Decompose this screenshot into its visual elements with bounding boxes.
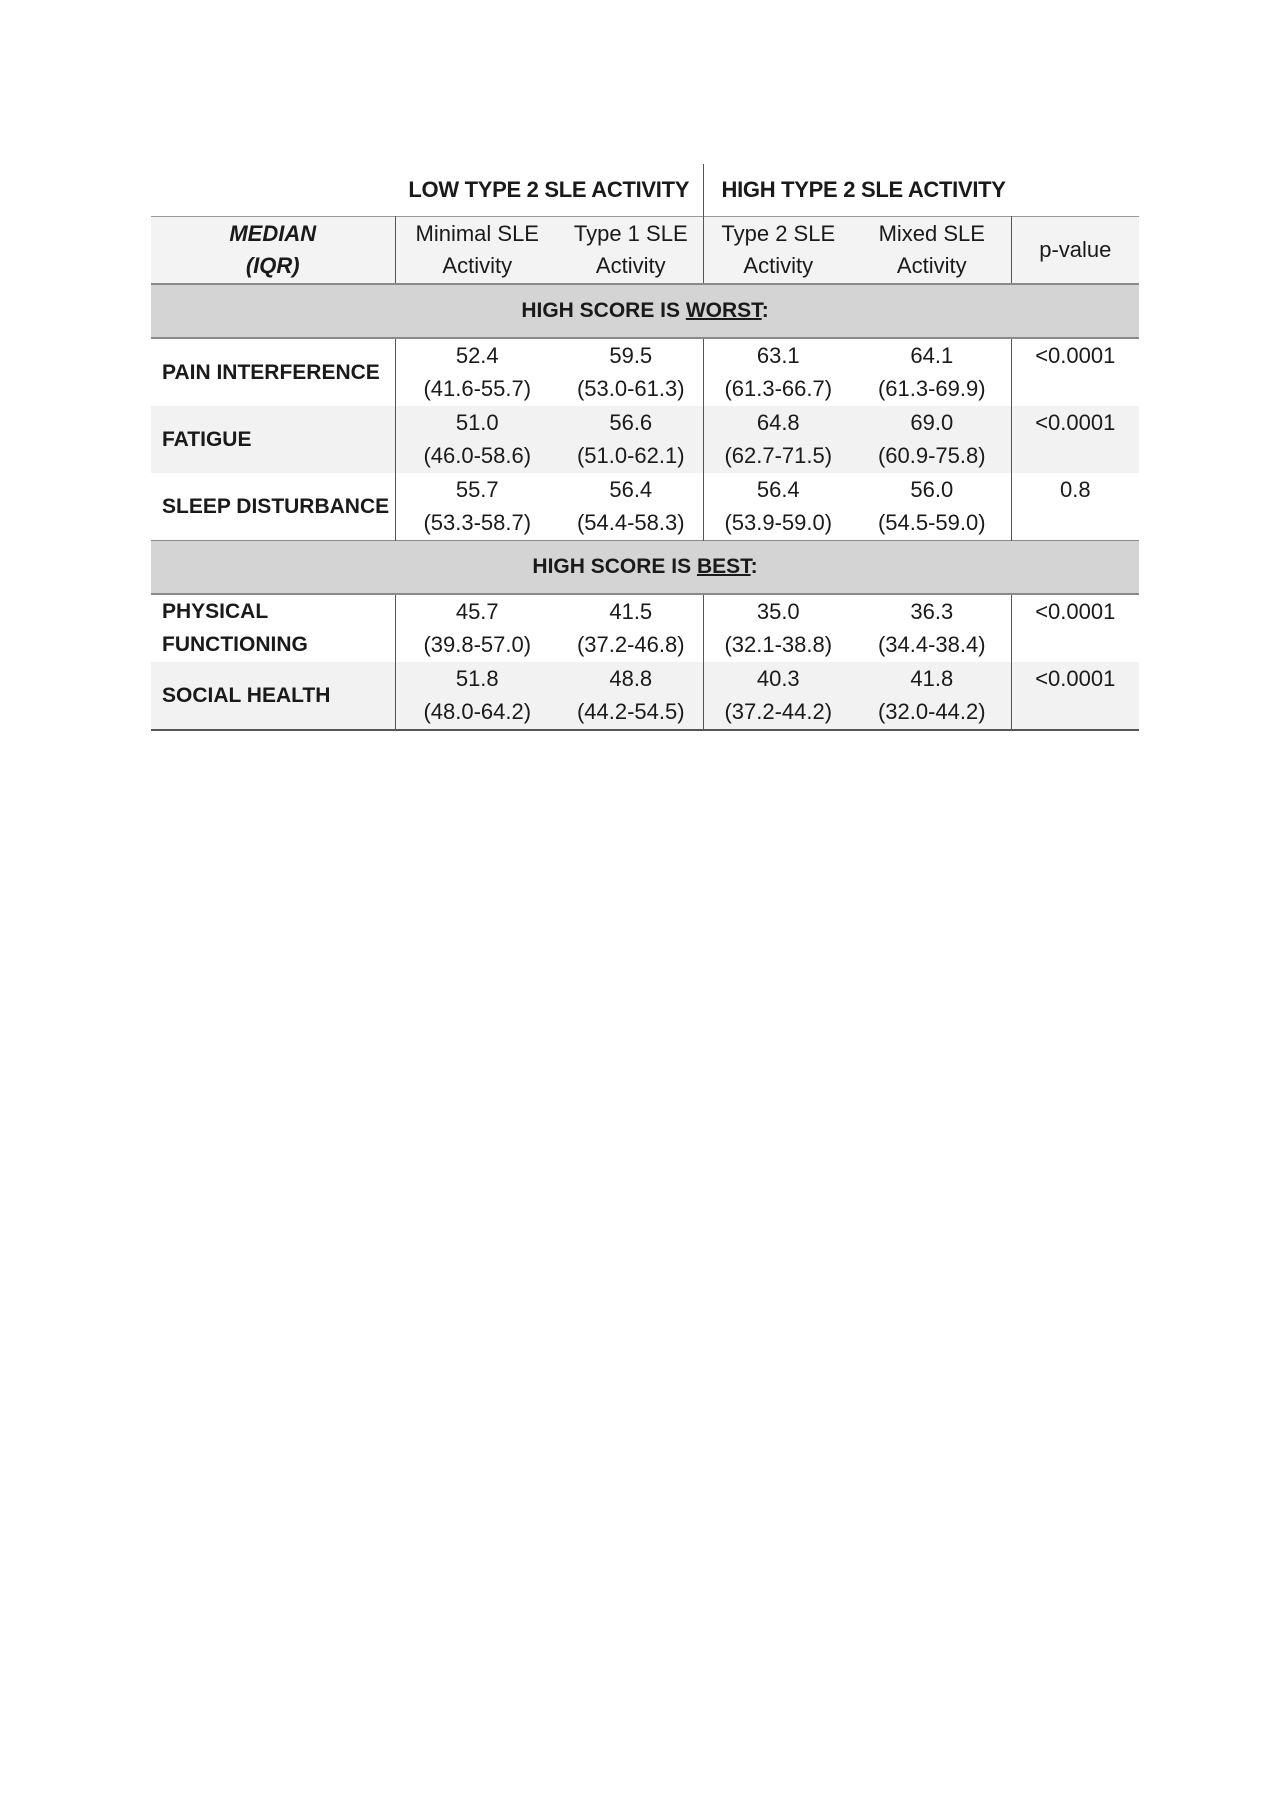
iqr-value: (61.3-66.7) bbox=[724, 376, 833, 401]
cell-pvalue: 0.8 bbox=[1011, 473, 1139, 541]
section-best-prefix: HIGH SCORE IS bbox=[532, 555, 697, 578]
cell-type2 bbox=[703, 662, 853, 730]
median-value: 63.1 bbox=[756, 343, 800, 368]
iqr-label: (IQR) bbox=[245, 253, 300, 278]
cell-pvalue: <0.0001 bbox=[1011, 338, 1139, 406]
median-value: 45.7 bbox=[455, 599, 499, 624]
median-value: 56.4 bbox=[756, 477, 800, 502]
median-value: 35.0 bbox=[756, 599, 800, 624]
iqr-value: (37.2-44.2) bbox=[724, 699, 833, 724]
table-row bbox=[151, 338, 1139, 406]
median-value: 55.7 bbox=[455, 477, 499, 502]
section-worst-suffix: : bbox=[761, 299, 769, 322]
cell-type1 bbox=[559, 594, 703, 662]
median-value: 56.0 bbox=[910, 477, 954, 502]
section-best-emph: BEST bbox=[696, 555, 751, 578]
iqr-value: (54.4-58.3) bbox=[576, 510, 685, 535]
cell-type1 bbox=[559, 406, 703, 473]
iqr-value: (46.0-58.6) bbox=[423, 443, 532, 468]
col-type1-line2: Activity bbox=[595, 253, 666, 278]
table-row bbox=[151, 594, 1139, 662]
iqr-value: (53.9-59.0) bbox=[724, 510, 833, 535]
median-value: 41.8 bbox=[910, 666, 954, 691]
cell-type2 bbox=[703, 594, 853, 662]
iqr-value: (44.2-54.5) bbox=[576, 699, 685, 724]
cell-minimal bbox=[395, 473, 559, 541]
median-value: 56.6 bbox=[609, 410, 653, 435]
cell-type2 bbox=[703, 406, 853, 473]
row-label-line2: FUNCTIONING bbox=[162, 633, 308, 656]
results-table bbox=[151, 164, 1139, 731]
cell-mixed bbox=[853, 662, 1011, 730]
col-mixed-line2: Activity bbox=[896, 253, 967, 278]
group-header-blank bbox=[151, 164, 395, 217]
median-value: 41.5 bbox=[609, 599, 653, 624]
section-worst-row bbox=[151, 284, 1139, 338]
median-iqr-header bbox=[151, 217, 395, 285]
cell-type2 bbox=[703, 473, 853, 541]
iqr-value: (48.0-64.2) bbox=[423, 699, 532, 724]
iqr-value: (53.3-58.7) bbox=[423, 510, 532, 535]
iqr-value: (60.9-75.8) bbox=[877, 443, 986, 468]
col-mixed-header bbox=[853, 217, 1011, 285]
iqr-value: (61.3-69.9) bbox=[877, 376, 986, 401]
row-label: SLEEP DISTURBANCE bbox=[151, 473, 395, 541]
cell-mixed bbox=[853, 338, 1011, 406]
median-value: 51.8 bbox=[455, 666, 499, 691]
iqr-value: (32.1-38.8) bbox=[724, 632, 833, 657]
median-value: 56.4 bbox=[609, 477, 653, 502]
cell-type1 bbox=[559, 662, 703, 730]
median-value: 40.3 bbox=[756, 666, 800, 691]
col-mixed-line1: Mixed SLE bbox=[878, 221, 985, 246]
iqr-value: (62.7-71.5) bbox=[724, 443, 833, 468]
results-table-container bbox=[151, 164, 1139, 731]
cell-mixed bbox=[853, 594, 1011, 662]
cell-pvalue: <0.0001 bbox=[1011, 662, 1139, 730]
section-best-label bbox=[151, 541, 1139, 595]
col-type2-header bbox=[703, 217, 853, 285]
iqr-value: (51.0-62.1) bbox=[576, 443, 685, 468]
cell-mixed bbox=[853, 473, 1011, 541]
col-type2-line2: Activity bbox=[743, 253, 814, 278]
table-row bbox=[151, 473, 1139, 541]
median-value: 69.0 bbox=[910, 410, 954, 435]
section-worst-emph: WORST bbox=[685, 299, 762, 322]
median-value: 59.5 bbox=[609, 343, 653, 368]
pvalue-header: p-value bbox=[1011, 217, 1139, 285]
iqr-value: (54.5-59.0) bbox=[877, 510, 986, 535]
row-label-line1: PHYSICAL bbox=[162, 600, 269, 623]
row-label: FATIGUE bbox=[151, 406, 395, 473]
iqr-value: (37.2-46.8) bbox=[576, 632, 685, 657]
iqr-value: (34.4-38.4) bbox=[877, 632, 986, 657]
cell-type2 bbox=[703, 338, 853, 406]
section-worst-prefix: HIGH SCORE IS bbox=[521, 299, 686, 322]
cell-minimal bbox=[395, 662, 559, 730]
median-value: 51.0 bbox=[455, 410, 499, 435]
col-type1-header bbox=[559, 217, 703, 285]
iqr-value: (39.8-57.0) bbox=[423, 632, 532, 657]
group-header-blank-right bbox=[1011, 164, 1139, 217]
column-header-row bbox=[151, 217, 1139, 285]
group-header-row bbox=[151, 164, 1139, 217]
cell-type1 bbox=[559, 473, 703, 541]
median-value: 52.4 bbox=[455, 343, 499, 368]
cell-minimal bbox=[395, 594, 559, 662]
col-minimal-line1: Minimal SLE bbox=[415, 221, 539, 246]
median-value: 48.8 bbox=[609, 666, 653, 691]
row-label: SOCIAL HEALTH bbox=[151, 662, 395, 730]
median-label: MEDIAN bbox=[229, 221, 317, 246]
row-label bbox=[151, 594, 395, 662]
section-best-row bbox=[151, 541, 1139, 595]
col-type1-line1: Type 1 SLE bbox=[573, 221, 688, 246]
group-low-label: LOW TYPE 2 SLE ACTIVITY bbox=[395, 164, 703, 217]
col-minimal-header bbox=[395, 217, 559, 285]
iqr-value: (41.6-55.7) bbox=[423, 376, 532, 401]
iqr-value: (53.0-61.3) bbox=[576, 376, 685, 401]
cell-pvalue: <0.0001 bbox=[1011, 594, 1139, 662]
median-value: 36.3 bbox=[910, 599, 954, 624]
cell-type1 bbox=[559, 338, 703, 406]
cell-mixed bbox=[853, 406, 1011, 473]
cell-pvalue: <0.0001 bbox=[1011, 406, 1139, 473]
col-minimal-line2: Activity bbox=[442, 253, 513, 278]
table-row bbox=[151, 406, 1139, 473]
iqr-value: (32.0-44.2) bbox=[877, 699, 986, 724]
group-high-label: HIGH TYPE 2 SLE ACTIVITY bbox=[721, 177, 1006, 202]
section-best-suffix: : bbox=[750, 555, 758, 578]
cell-minimal bbox=[395, 338, 559, 406]
table-row bbox=[151, 662, 1139, 730]
cell-minimal bbox=[395, 406, 559, 473]
col-type2-line1: Type 2 SLE bbox=[721, 221, 836, 246]
median-value: 64.8 bbox=[756, 410, 800, 435]
median-value: 64.1 bbox=[910, 343, 954, 368]
row-label: PAIN INTERFERENCE bbox=[151, 338, 395, 406]
section-worst-label bbox=[151, 284, 1139, 338]
